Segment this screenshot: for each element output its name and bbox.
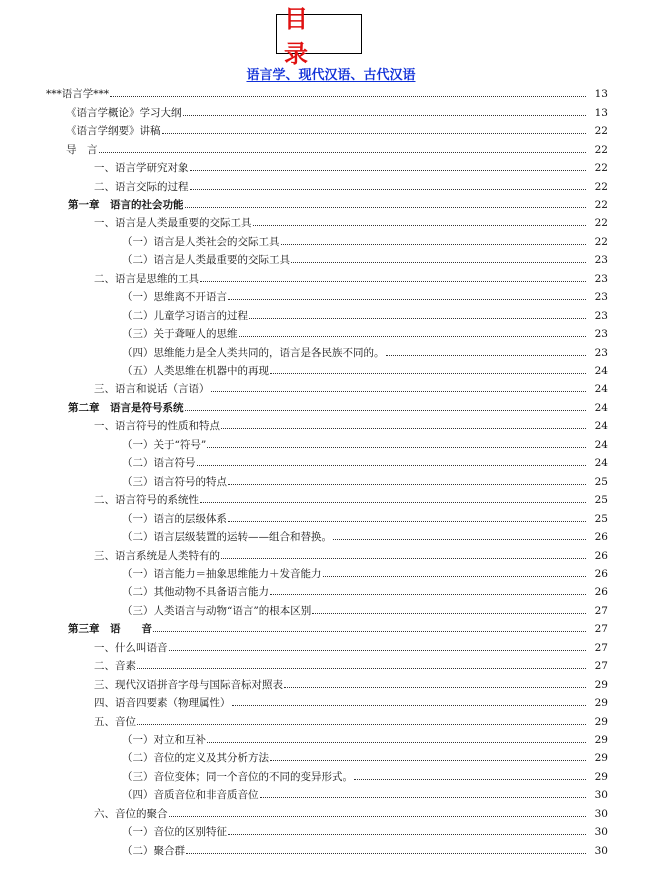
toc-entry-page-number: 22 [594, 235, 608, 248]
toc-entry-label: 一、语言符号的性质和特点 [94, 420, 220, 433]
dot-leader [162, 133, 587, 134]
toc-entry-page-number: 26 [594, 586, 608, 599]
toc-entry-label: 二、语言符号的系统性 [94, 494, 199, 507]
toc-entry-page-number: 22 [594, 198, 608, 211]
dot-leader [354, 779, 586, 780]
toc-entry-page-number: 26 [594, 549, 608, 562]
dot-leader [200, 281, 586, 282]
dot-leader [110, 96, 586, 97]
toc-entry-label: （三）语言符号的特点 [122, 475, 227, 488]
toc-entry[interactable] [66, 119, 608, 137]
dot-leader [190, 170, 587, 171]
toc-entry-page-number: 23 [594, 272, 608, 285]
dot-leader [253, 225, 587, 226]
toc-entry[interactable] [122, 359, 608, 377]
toc-entry-page-number: 23 [594, 309, 608, 322]
toc-entry[interactable] [122, 820, 608, 838]
toc-entry-label: 三、语言系统是人类特有的 [94, 549, 220, 562]
toc-entry[interactable] [122, 451, 608, 469]
toc-entry-page-number: 25 [594, 475, 608, 488]
toc-entry[interactable] [94, 211, 608, 229]
dot-leader [221, 558, 586, 559]
toc-entry[interactable] [122, 322, 608, 340]
toc-entry-label: （一）关于“符号” [122, 438, 207, 451]
toc-entry-label: （一）对立和互补 [122, 734, 206, 747]
toc-entry-label: （一）思维离不开语言 [122, 291, 227, 304]
toc-entry-label: （二）音位的定义及其分析方法 [122, 752, 269, 765]
dot-leader [270, 594, 586, 595]
toc-entry-page-number: 27 [594, 604, 608, 617]
toc-entry-label: 第二章 语言是符号系统 [68, 401, 184, 414]
dot-leader [169, 816, 587, 817]
toc-entry[interactable] [94, 636, 608, 654]
toc-entry[interactable] [122, 562, 608, 580]
dot-leader [323, 576, 587, 577]
toc-entry-page-number: 22 [594, 180, 608, 193]
dot-leader [221, 428, 586, 429]
toc-entry-label: ***语言学*** [46, 88, 109, 101]
toc-entry[interactable] [122, 230, 608, 248]
toc-entry[interactable] [94, 488, 608, 506]
dot-leader [312, 613, 586, 614]
toc-entry-label: （二）语言层级装置的运转——组合和替换。 [122, 531, 332, 544]
toc-entry[interactable] [94, 267, 608, 285]
toc-entry-label: （五）人类思维在机器中的再现 [122, 365, 269, 378]
toc-entry-label: （四）思维能力是全人类共同的，语言是各民族不同的。 [122, 346, 385, 359]
toc-entry-page-number: 27 [594, 660, 608, 673]
toc-entry[interactable] [122, 525, 608, 543]
toc-entry[interactable] [122, 580, 608, 598]
toc-entry[interactable] [122, 838, 608, 856]
toc-entry[interactable] [122, 728, 608, 746]
toc-entry-page-number: 25 [594, 512, 608, 525]
toc-entry-label: 第一章 语言的社会功能 [68, 198, 184, 211]
subtitle: 语言学、现代汉语、古代汉语 [246, 68, 416, 83]
toc-entry-label: （三）关于聋哑人的思维 [122, 328, 238, 341]
toc-entry[interactable] [94, 691, 608, 709]
toc-entry-page-number: 22 [594, 143, 608, 156]
toc-entry-page-number: 27 [594, 623, 608, 636]
toc-entry-label: （一）语言能力＝抽象思维能力＋发音能力 [122, 567, 322, 580]
toc-entry-page-number: 23 [594, 346, 608, 359]
toc-entry-page-number: 29 [594, 734, 608, 747]
dot-leader [270, 760, 586, 761]
dot-leader [207, 742, 586, 743]
dot-leader [185, 410, 587, 411]
toc-entry[interactable] [122, 599, 608, 617]
page-title: 目 录 [276, 14, 362, 54]
dot-leader [260, 797, 587, 798]
toc-entry-label: 五、音位 [94, 715, 136, 728]
toc-entry-label: 第三章 语 音 [68, 623, 152, 636]
dot-leader [99, 152, 587, 153]
toc-entry[interactable] [94, 654, 608, 672]
toc-entry[interactable] [122, 506, 608, 524]
toc-entry-label: （二）语言是人类最重要的交际工具 [122, 254, 290, 267]
dot-leader [183, 115, 587, 116]
toc-entry-label: 三、现代汉语拼音字母与国际音标对照表 [94, 678, 283, 691]
toc-entry-page-number: 24 [594, 457, 608, 470]
toc-entry[interactable] [94, 414, 608, 432]
dot-leader [190, 189, 587, 190]
toc-entry[interactable] [122, 783, 608, 801]
toc-entry-label: （一）语言的层级体系 [122, 512, 227, 525]
toc-entry[interactable] [94, 174, 608, 192]
toc-entry-label: （二）其他动物不具备语言能力 [122, 586, 269, 599]
toc-entry[interactable] [122, 765, 608, 783]
toc-entry-label: （一）音位的区别特征 [122, 826, 227, 839]
dot-leader [185, 207, 587, 208]
toc-entry[interactable] [122, 340, 608, 358]
toc-entry-page-number: 29 [594, 678, 608, 691]
toc-entry-label: 《语言学纲要》讲稿 [66, 125, 161, 138]
toc-entry-label: 二、语言交际的过程 [94, 180, 189, 193]
toc-entry[interactable] [46, 82, 608, 100]
toc-entry[interactable] [122, 469, 608, 487]
toc-entry[interactable] [94, 802, 608, 820]
dot-leader [270, 373, 586, 374]
toc-entry-page-number: 22 [594, 162, 608, 175]
toc-entry[interactable] [68, 617, 608, 635]
toc-entry-page-number: 30 [594, 844, 608, 857]
toc-entry-page-number: 29 [594, 770, 608, 783]
toc-entry-label: （二）语言符号 [122, 457, 196, 470]
toc-entry-page-number: 23 [594, 328, 608, 341]
toc-entry-page-number: 30 [594, 807, 608, 820]
toc-entry[interactable] [122, 248, 608, 266]
toc-entry-label: 四、语音四要素（物理属性） [94, 697, 231, 710]
toc-entry-page-number: 23 [594, 254, 608, 267]
toc-entry-label: 六、音位的聚合 [94, 807, 168, 820]
toc-entry-page-number: 24 [594, 383, 608, 396]
toc-entry[interactable] [94, 156, 608, 174]
toc-entry-page-number: 25 [594, 494, 608, 507]
toc-entry-page-number: 24 [594, 420, 608, 433]
toc-entry[interactable] [94, 672, 608, 690]
dot-leader [232, 705, 587, 706]
toc-entry-label: 导 言 [66, 143, 98, 156]
toc-entry[interactable] [66, 100, 608, 118]
toc-entry-label: 《语言学概论》学习大纲 [66, 106, 182, 119]
dot-leader [284, 687, 586, 688]
toc-entry-page-number: 22 [594, 217, 608, 230]
toc-entry-label: 一、什么叫语音 [94, 641, 168, 654]
toc-entry-label: （三）人类语言与动物“语言”的根本区别 [122, 604, 312, 617]
dot-leader [228, 299, 586, 300]
dot-leader [137, 724, 586, 725]
toc-entry-label: （一）语言是人类社会的交际工具 [122, 235, 280, 248]
toc-entry-page-number: 13 [594, 106, 608, 119]
dot-leader [333, 539, 586, 540]
toc-entry-label: （三）音位变体；同一个音位的不同的变异形式。 [122, 770, 353, 783]
dot-leader [228, 521, 586, 522]
toc-entry-page-number: 13 [594, 88, 608, 101]
toc-entry[interactable] [94, 377, 608, 395]
dot-leader [249, 318, 586, 319]
toc-entry-page-number: 26 [594, 567, 608, 580]
dot-leader [197, 465, 587, 466]
toc-entry[interactable] [66, 137, 608, 155]
dot-leader [211, 391, 587, 392]
toc-entry[interactable] [122, 303, 608, 321]
toc-entry[interactable] [122, 285, 608, 303]
dot-leader [386, 355, 587, 356]
toc-entry-label: （四）音质音位和非音质音位 [122, 789, 259, 802]
dot-leader [186, 853, 586, 854]
toc-entry-page-number: 29 [594, 752, 608, 765]
toc-entry-page-number: 26 [594, 531, 608, 544]
toc-entry-label: （二）聚合群 [122, 844, 185, 857]
toc-entry[interactable] [68, 396, 608, 414]
dot-leader [137, 668, 586, 669]
toc-entry-page-number: 23 [594, 291, 608, 304]
toc-entry-page-number: 27 [594, 641, 608, 654]
toc-entry-label: 三、语言和说话（言语） [94, 383, 210, 396]
toc-entry-label: （二）儿童学习语言的过程 [122, 309, 248, 322]
toc-entry-label: 二、语言是思维的工具 [94, 272, 199, 285]
dot-leader [228, 484, 586, 485]
toc-entry[interactable] [68, 193, 608, 211]
toc-entry-page-number: 29 [594, 715, 608, 728]
toc-entry[interactable] [122, 433, 608, 451]
toc-entry-label: 二、音素 [94, 660, 136, 673]
toc-entry-page-number: 30 [594, 789, 608, 802]
dot-leader [200, 502, 586, 503]
toc-entry[interactable] [94, 709, 608, 727]
toc-entry-page-number: 30 [594, 826, 608, 839]
dot-leader [281, 244, 587, 245]
dot-leader [153, 631, 586, 632]
dot-leader [291, 262, 586, 263]
dot-leader [207, 447, 586, 448]
toc-entry-label: 一、语言是人类最重要的交际工具 [94, 217, 252, 230]
toc-entry-page-number: 24 [594, 401, 608, 414]
toc-entry-page-number: 22 [594, 125, 608, 138]
toc-entry-page-number: 24 [594, 438, 608, 451]
toc-entry-page-number: 24 [594, 365, 608, 378]
dot-leader [228, 834, 586, 835]
toc-entry[interactable] [94, 543, 608, 561]
dot-leader [169, 650, 587, 651]
dot-leader [239, 336, 587, 337]
toc-entry-page-number: 29 [594, 697, 608, 710]
toc-entry[interactable] [122, 746, 608, 764]
toc-entry-label: 一、语言学研究对象 [94, 162, 189, 175]
